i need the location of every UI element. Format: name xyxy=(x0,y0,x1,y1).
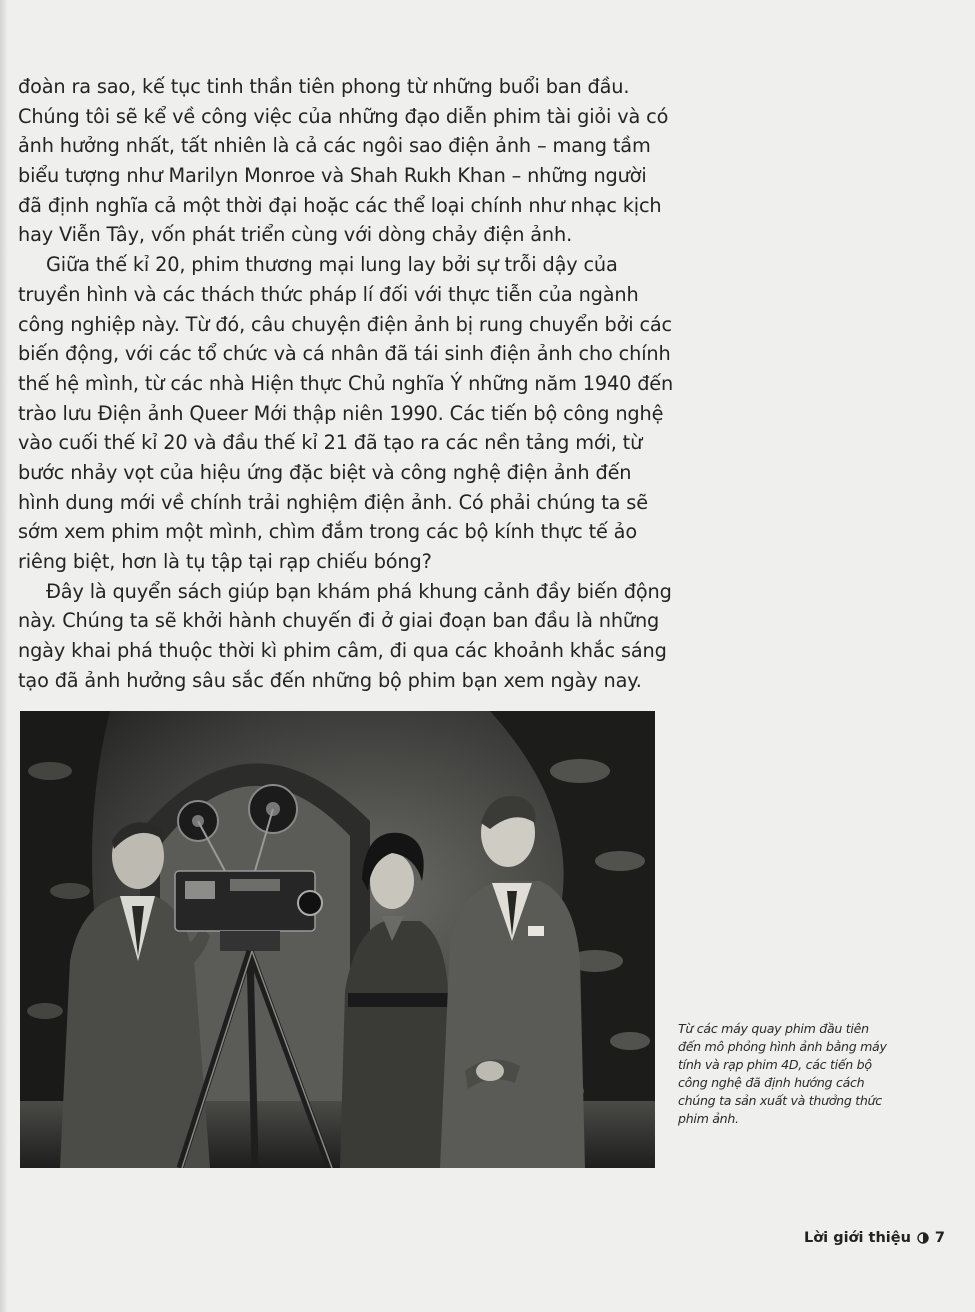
body-line: thế hệ mình, từ các nhà Hiện thực Chủ nghĩa Ý những năm 1940 đến xyxy=(18,371,674,395)
body-line: đoàn ra sao, kế tục tinh thần tiên phong từ những buổi ban đầu. xyxy=(18,75,630,98)
body-line: biểu tượng như Marilyn Monroe và Shah Rukh Khan – những người xyxy=(18,164,647,188)
body-line: công nghiệp này. Từ đó, câu chuyện điện ảnh bị rung chuyển bởi các xyxy=(18,312,673,336)
body-line: Chúng tôi sẽ kể về công việc của những đạo diễn phim tài giỏi và có xyxy=(18,104,669,128)
body-line: sớm xem phim một mình, chìm đắm trong các bộ kính thực tế ảo xyxy=(18,520,637,544)
caption-line: Từ các máy quay phim đầu tiên xyxy=(678,1021,869,1036)
body-line: đã định nghĩa cả một thời đại hoặc các thể loại chính như nhạc kịch xyxy=(18,193,662,217)
page-footer xyxy=(804,1230,945,1246)
section-title: Lời giới thiệu xyxy=(803,1230,911,1246)
caption-line: đến mô phỏng hình ảnh bằng máy xyxy=(678,1039,887,1054)
caption-line: công nghệ đã định hướng cách xyxy=(678,1075,865,1090)
body-line: ngày khai phá thuộc thời kì phim câm, đi qua các khoảnh khắc sáng xyxy=(18,639,667,663)
body-line: Đây là quyển sách giúp bạn khám phá khung cảnh đầy biến động xyxy=(46,579,672,603)
caption-line: chúng ta sản xuất và thưởng thức xyxy=(678,1093,882,1108)
body-line: bước nhảy vọt của hiệu ứng đặc biệt và công nghệ điện ảnh đến xyxy=(18,460,632,484)
body-line: hình dung mới về chính trải nghiệm điện ảnh. Có phải chúng ta sẽ xyxy=(18,490,648,514)
caption-line: phim ảnh. xyxy=(678,1111,739,1126)
body-line: hay Viễn Tây, vốn phát triển cùng với dòng chảy điện ảnh. xyxy=(18,223,573,247)
body-line: Giữa thế kỉ 20, phim thương mại lung lay bởi sự trỗi dậy của xyxy=(46,253,618,277)
body-line: riêng biệt, hơn là tụ tập tại rạp chiếu bóng? xyxy=(18,550,432,573)
body-line: trào lưu Điện ảnh Queer Mới thập niên 1990. Các tiến bộ công nghệ xyxy=(18,401,664,425)
body-line: biến động, với các tổ chức và cá nhân đã tái sinh điện ảnh cho chính xyxy=(18,342,671,366)
body-line: ảnh hưởng nhất, tất nhiên là cả các ngôi sao điện ảnh – mang tầm xyxy=(18,134,651,158)
caption-line: tính và rạp phim 4D, các tiến bộ xyxy=(678,1057,872,1072)
historical-film-camera-photo xyxy=(20,711,655,1168)
page-scan-edge xyxy=(0,0,8,1312)
body-line: này. Chúng ta sẽ khởi hành chuyến đi ở giai đoạn ban đầu là những xyxy=(18,609,660,633)
page-number: 7 xyxy=(934,1230,945,1246)
body-line: vào cuối thế kỉ 20 và đầu thế kỉ 21 đã tạo ra các nền tảng mới, từ xyxy=(18,431,643,455)
half-circle-icon xyxy=(917,1232,929,1244)
body-line: tạo đã ảnh hưởng sâu sắc đến những bộ phim bạn xem ngày nay. xyxy=(18,668,642,692)
body-line: truyền hình và các thách thức pháp lí đối với thực tiễn của ngành xyxy=(18,282,639,306)
photo-caption xyxy=(678,1020,888,1128)
body-text xyxy=(18,72,674,695)
